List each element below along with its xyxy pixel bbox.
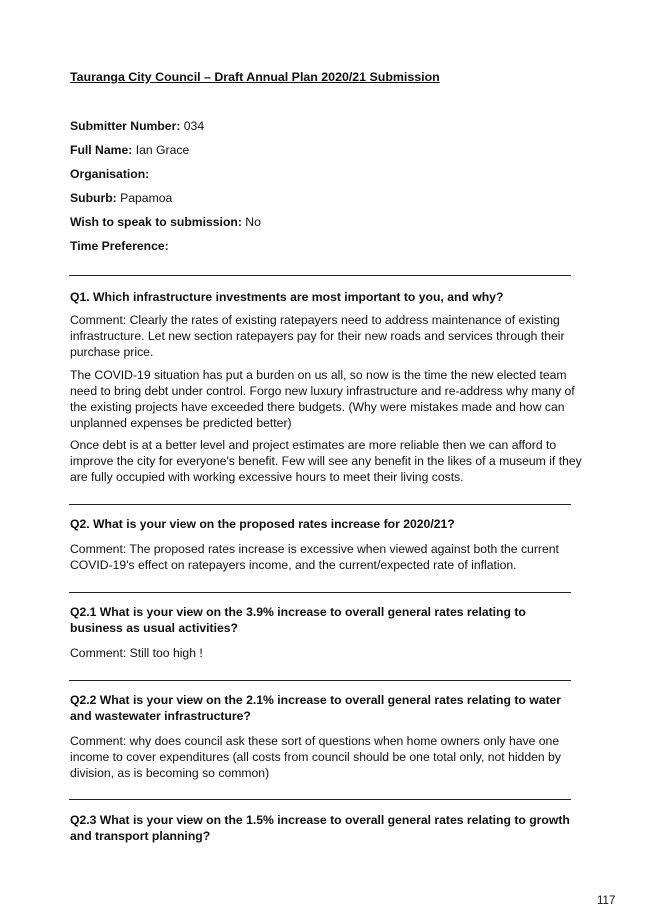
section-divider (69, 275, 571, 276)
field-label: Organisation: (70, 167, 150, 181)
q2-2-comment: Comment: why does council ask these sort of questions when home owners only have one income to cover expenditures (all costs from council should be one total only, not hidden by division, as is becoming so common) (70, 734, 561, 780)
question-q2-2: Q2.2 What is your view on the 2.1% increase to overall general rates relating to water and wastewater infrastructure? (70, 693, 562, 723)
field-full-name (70, 142, 189, 158)
field-value: No (245, 215, 261, 229)
field-label: Suburb: (70, 191, 117, 205)
field-value: Ian Grace (135, 143, 190, 157)
question-q2-3: Q2.3 What is your view on the 1.5% increase to overall general rates relating to growth and transport planning? (70, 813, 570, 843)
q1-comment-paragraph: Once debt is at a better level and project estimates are more reliable then we can afford to improve the city for everyone's benefit. Few will see any benefit in the likes of a museum if they are fully occupied with working excessive hours to meet their living costs. (70, 438, 582, 484)
question-q2-1: Q2.1 What is your view on the 3.9% increase to overall general rates relating to business as usual activities? (70, 605, 526, 635)
q2-comment: Comment: The proposed rates increase is excessive when viewed against both the current COVID-19's effect on ratepayers income, and the current/expected rate of inflation. (70, 542, 559, 572)
section-divider (69, 799, 571, 800)
field-submitter-number (70, 118, 204, 134)
q1-comment-paragraph: The COVID-19 situation has put a burden on us all, so now is the time the new elected team need to bring debt under control. Forgo new luxury infrastructure and re-address why many of the existing projects have exceeded there budgets. (Why were mistakes made and how can unplanned expenses be predicted better) (70, 368, 575, 430)
field-suburb (70, 190, 172, 206)
question-q1: Q1. Which infrastructure investments are most important to you, and why? (70, 290, 504, 304)
field-label: Full Name: (70, 143, 133, 157)
page-number: 117 (597, 895, 616, 907)
field-label: Submitter Number: (70, 119, 181, 133)
field-time-preference (70, 238, 169, 254)
field-organisation (70, 166, 149, 182)
field-label: Time Preference: (70, 239, 169, 253)
q2-1-comment: Comment: Still too high ! (70, 646, 203, 660)
question-q2: Q2. What is your view on the proposed rates increase for 2020/21? (70, 517, 455, 531)
document-title: Tauranga City Council – Draft Annual Plan 2020/21 Submission (70, 70, 440, 84)
field-value: Papamoa (120, 191, 173, 205)
section-divider (69, 680, 571, 681)
field-value: 034 (183, 119, 205, 133)
section-divider (69, 592, 571, 593)
field-wish-to-speak (70, 214, 261, 230)
q1-comment-paragraph: Comment: Clearly the rates of existing ratepayers need to address maintenance of existing infrastructure. Let new section ratepayers pay for their new roads and services through their purchase price. (70, 313, 565, 359)
section-divider (69, 504, 571, 505)
field-label: Wish to speak to submission: (70, 215, 242, 229)
